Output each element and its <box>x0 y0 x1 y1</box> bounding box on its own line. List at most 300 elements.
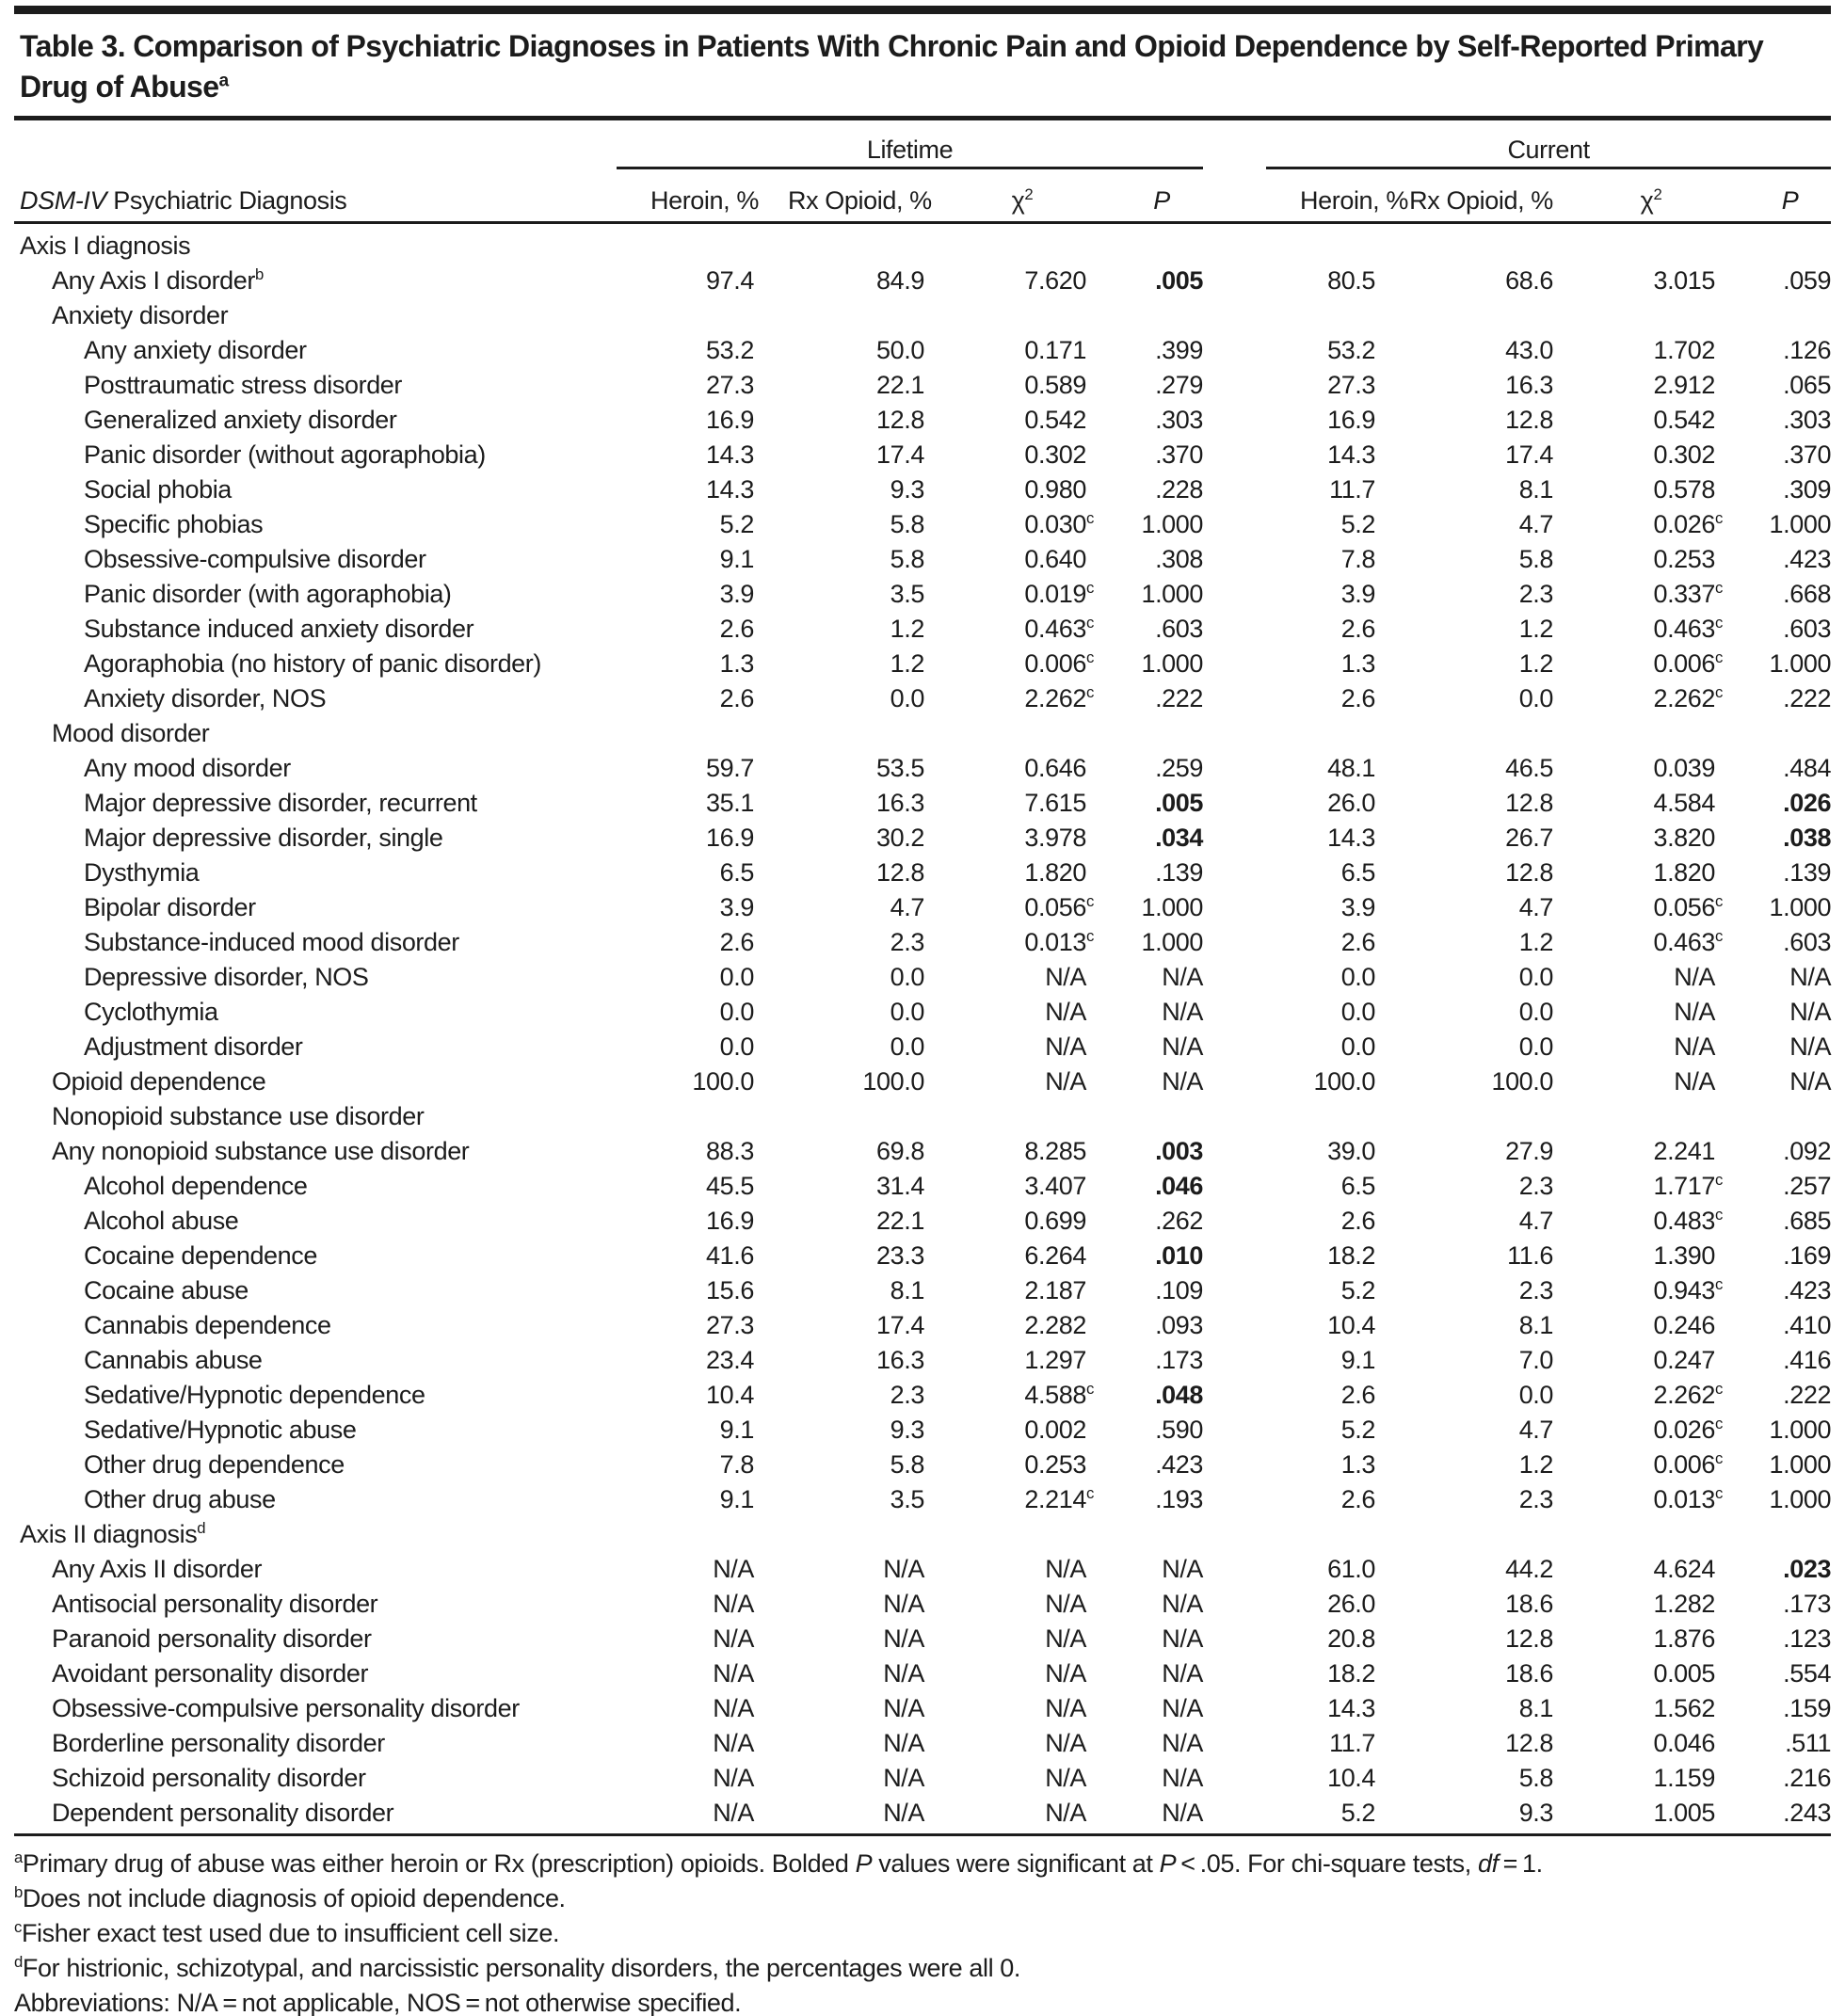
value-cell: N/A <box>1162 1694 1204 1722</box>
value-cell: 0.302 <box>1024 440 1086 469</box>
footnote-marker: c <box>1715 1415 1723 1432</box>
footnote-marker: c <box>1715 927 1723 945</box>
value-cell: 9.1 <box>1340 1346 1376 1374</box>
value-cell: 8.1 <box>890 1276 924 1304</box>
current-heroin-header: Heroin, % <box>1266 168 1375 223</box>
value-cell: .399 <box>1155 336 1204 364</box>
value-cell: 41.6 <box>706 1241 754 1270</box>
value-cell: 1.2 <box>1518 615 1554 643</box>
diagnosis-label-cell: Bipolar disorder <box>84 893 256 921</box>
value-cell: 1.2 <box>1518 928 1554 956</box>
value-cell: 16.9 <box>706 406 754 434</box>
value-cell: 0.699 <box>1024 1207 1086 1235</box>
value-cell: 2.6 <box>719 615 754 643</box>
footnote-marker: c <box>1715 648 1723 666</box>
table-row <box>14 1691 1831 1726</box>
value-cell: 2.3 <box>890 928 924 956</box>
footnote-marker: c <box>1715 1206 1723 1224</box>
value-cell: 9.1 <box>719 1416 754 1444</box>
value-cell: .173 <box>1155 1346 1204 1374</box>
value-cell: .484 <box>1783 754 1832 782</box>
value-cell: .303 <box>1155 406 1204 434</box>
value-cell: 2.3 <box>1518 580 1554 608</box>
value-cell: 1.702 <box>1653 336 1716 364</box>
value-cell: .222 <box>1155 684 1204 712</box>
footnote-marker: c <box>1086 509 1094 527</box>
value-cell: 12.8 <box>1505 789 1554 817</box>
value-cell: 0.026$^c$ <box>1653 509 1723 538</box>
diagnosis-label-cell: Mood disorder <box>52 719 210 747</box>
column-group-current: Current <box>1266 120 1831 168</box>
value-cell: 0.0 <box>1340 1032 1376 1061</box>
value-cell: 12.8 <box>1505 1624 1554 1653</box>
value-cell: 0.006$^c$ <box>1653 1449 1723 1479</box>
empty-cells <box>617 1517 1831 1552</box>
value-cell: .603 <box>1783 615 1832 643</box>
value-cell: 27.3 <box>1327 371 1376 399</box>
group-spacer-cell <box>1203 751 1266 786</box>
footnote: $^c$Fisher exact test used due to insufficient cell size. <box>14 1918 560 1947</box>
value-cell: .262 <box>1155 1207 1204 1235</box>
group-spacer-cell <box>1203 821 1266 856</box>
value-cell: N/A <box>883 1694 924 1722</box>
value-cell: 2.6 <box>1340 1207 1376 1235</box>
value-cell: 1.000 <box>1769 1450 1832 1479</box>
table-header <box>14 120 1831 223</box>
value-cell: 0.980 <box>1024 475 1086 504</box>
value-cell: 0.0 <box>1340 963 1376 991</box>
value-cell: 7.620 <box>1024 266 1086 295</box>
value-cell: 5.2 <box>1340 1276 1376 1304</box>
value-cell: 1.820 <box>1653 858 1716 887</box>
value-cell: 8.285 <box>1024 1137 1086 1165</box>
value-cell: N/A <box>1674 963 1716 991</box>
value-cell: 53.2 <box>706 336 754 364</box>
value-cell: .511 <box>1785 1729 1832 1757</box>
value-cell: 22.1 <box>876 1207 924 1235</box>
value-cell: .668 <box>1783 580 1832 608</box>
value-cell: 1.390 <box>1653 1241 1716 1270</box>
value-cell: .005 <box>1155 789 1204 817</box>
value-cell: 4.7 <box>1518 893 1554 921</box>
value-cell: 0.030$^c$ <box>1024 509 1094 538</box>
value-cell: 100.0 <box>1491 1067 1554 1096</box>
value-cell: N/A <box>1045 1694 1086 1722</box>
value-cell: 0.056$^c$ <box>1653 892 1723 921</box>
footnote: $^a$Primary drug of abuse was either heroin or Rx (prescription) opioids. Bolded P values were significant at P < .05. For chi-square tests, df = 1. <box>14 1848 1543 1878</box>
value-cell: N/A <box>1162 1659 1204 1688</box>
value-cell: 0.0 <box>1518 1032 1554 1061</box>
column-header-row <box>14 168 1831 223</box>
footnotes <box>14 1833 1831 2016</box>
diagnosis-label-cell: Any mood disorder <box>84 754 291 782</box>
value-cell: N/A <box>1045 1032 1086 1061</box>
value-cell: .003 <box>1155 1137 1204 1165</box>
value-cell: 0.002 <box>1024 1416 1086 1444</box>
value-cell: 2.282 <box>1024 1311 1086 1339</box>
table-row <box>14 1656 1831 1691</box>
value-cell: 18.2 <box>1327 1659 1376 1688</box>
lifetime-heroin-header: Heroin, % <box>617 168 754 223</box>
value-cell: N/A <box>1045 1555 1086 1583</box>
value-cell: 2.3 <box>890 1381 924 1409</box>
value-cell: .093 <box>1155 1311 1204 1339</box>
value-cell: 0.578 <box>1653 475 1716 504</box>
value-cell: .308 <box>1155 545 1204 573</box>
value-cell: 0.246 <box>1653 1311 1716 1339</box>
table-row <box>14 1239 1831 1273</box>
value-cell: .416 <box>1783 1346 1832 1374</box>
value-cell: N/A <box>1045 1659 1086 1688</box>
value-cell: 4.584 <box>1653 789 1716 817</box>
diagnosis-label-cell: Substance-induced mood disorder <box>84 928 459 956</box>
value-cell: 1.000 <box>1141 510 1204 538</box>
value-cell: 1.820 <box>1024 858 1086 887</box>
value-cell: 0.247 <box>1653 1346 1716 1374</box>
diagnosis-label-cell: Any Axis I disorder$^b$ <box>52 265 264 295</box>
group-spacer-cell <box>1203 1656 1266 1691</box>
value-cell: 1.000 <box>1769 649 1832 678</box>
value-cell: .423 <box>1155 1450 1204 1479</box>
column-group-row <box>14 120 1831 168</box>
value-cell: 10.4 <box>1327 1764 1376 1792</box>
value-cell: 2.6 <box>1340 684 1376 712</box>
value-cell: .423 <box>1783 1276 1832 1304</box>
table-row <box>14 612 1831 647</box>
value-cell: .216 <box>1783 1764 1832 1792</box>
table-row <box>14 1204 1831 1239</box>
group-spacer-cell <box>1203 1482 1266 1517</box>
value-cell: .059 <box>1783 266 1832 295</box>
value-cell: 1.000 <box>1769 510 1832 538</box>
footnote-marker: c <box>1715 1380 1723 1398</box>
value-cell: 4.588$^c$ <box>1024 1380 1094 1409</box>
value-cell: N/A <box>1789 1032 1832 1061</box>
section-row <box>14 298 1831 333</box>
value-cell: .279 <box>1155 371 1204 399</box>
value-cell: 1.2 <box>1518 1450 1554 1479</box>
diagnosis-label-cell: Specific phobias <box>84 510 264 538</box>
footnote-marker: c <box>1715 1449 1723 1467</box>
value-cell: 6.5 <box>1340 1172 1376 1200</box>
group-spacer-cell <box>1203 1308 1266 1343</box>
value-cell: 2.6 <box>719 684 754 712</box>
group-spacer-cell <box>1203 612 1266 647</box>
value-cell: 3.5 <box>890 580 924 608</box>
value-cell: 9.3 <box>1518 1799 1554 1827</box>
value-cell: N/A <box>1045 1764 1086 1792</box>
table-row <box>14 1761 1831 1796</box>
value-cell: 12.8 <box>1505 406 1554 434</box>
value-cell: 100.0 <box>692 1067 754 1096</box>
group-spacer-cell <box>1203 1204 1266 1239</box>
group-spacer-cell <box>1203 1413 1266 1448</box>
value-cell: 31.4 <box>876 1172 924 1200</box>
group-spacer-cell <box>1203 507 1266 542</box>
value-cell: 7.615 <box>1024 789 1086 817</box>
value-cell: 0.0 <box>1340 998 1376 1026</box>
value-cell: N/A <box>883 1659 924 1688</box>
value-cell: 10.4 <box>1327 1311 1376 1339</box>
table-row <box>14 751 1831 786</box>
value-cell: 3.9 <box>1340 580 1376 608</box>
group-spacer-cell <box>1203 472 1266 507</box>
value-cell: 3.820 <box>1653 824 1716 852</box>
table-row <box>14 1482 1831 1517</box>
value-cell: .026 <box>1783 789 1832 817</box>
table-row <box>14 1448 1831 1482</box>
value-cell: .046 <box>1155 1172 1204 1200</box>
value-cell: 7.8 <box>719 1450 754 1479</box>
group-spacer-cell <box>1203 403 1266 438</box>
diagnosis-label-cell: Alcohol abuse <box>84 1207 239 1235</box>
diagnosis-label-cell: Depressive disorder, NOS <box>84 963 369 991</box>
footnote-marker: c <box>1715 1275 1723 1293</box>
value-cell: 3.5 <box>890 1485 924 1513</box>
value-cell: 1.297 <box>1024 1346 1086 1374</box>
value-cell: 0.026$^c$ <box>1653 1415 1723 1444</box>
empty-cells <box>617 223 1831 264</box>
value-cell: 1.000 <box>1769 893 1832 921</box>
value-cell: 0.006$^c$ <box>1653 648 1723 678</box>
footnote-marker: c <box>1086 927 1094 945</box>
value-cell: 0.056$^c$ <box>1024 892 1094 921</box>
footnote-marker: c <box>1086 648 1094 666</box>
value-cell: 4.7 <box>1518 1207 1554 1235</box>
value-cell: N/A <box>1162 1590 1204 1618</box>
value-cell: 0.302 <box>1653 440 1716 469</box>
table-row <box>14 403 1831 438</box>
group-spacer-cell <box>1203 890 1266 925</box>
value-cell: 27.3 <box>706 1311 754 1339</box>
diagnosis-label-cell: Antisocial personality disorder <box>52 1590 378 1618</box>
value-cell: 0.006$^c$ <box>1024 648 1094 678</box>
value-cell: 1.876 <box>1653 1624 1716 1653</box>
table-row <box>14 438 1831 472</box>
value-cell: 3.407 <box>1024 1172 1086 1200</box>
table-row <box>14 1308 1831 1343</box>
value-cell: 2.214$^c$ <box>1024 1484 1094 1513</box>
value-cell: 0.039 <box>1653 754 1716 782</box>
value-cell: .603 <box>1783 928 1832 956</box>
diagnosis-label-cell: Cannabis dependence <box>84 1311 331 1339</box>
value-cell: N/A <box>713 1764 754 1792</box>
diagnosis-label-cell: Alcohol dependence <box>84 1172 308 1200</box>
value-cell: N/A <box>1045 1624 1086 1653</box>
value-cell: 48.1 <box>1327 754 1376 782</box>
value-cell: 1.005 <box>1653 1799 1716 1827</box>
value-cell: .228 <box>1155 475 1204 504</box>
group-spacer-cell <box>1203 542 1266 577</box>
value-cell: 0.253 <box>1653 545 1716 573</box>
value-cell: N/A <box>883 1764 924 1792</box>
group-spacer-cell <box>1203 681 1266 716</box>
value-cell: 27.9 <box>1505 1137 1554 1165</box>
section-row <box>14 223 1831 264</box>
value-cell: N/A <box>713 1729 754 1757</box>
value-cell: 16.9 <box>1327 406 1376 434</box>
value-cell: .259 <box>1155 754 1204 782</box>
value-cell: 2.3 <box>1518 1485 1554 1513</box>
value-cell: 2.262$^c$ <box>1024 683 1094 712</box>
value-cell: 16.9 <box>706 824 754 852</box>
value-cell: N/A <box>1162 1624 1204 1653</box>
value-cell: 4.7 <box>890 893 924 921</box>
value-cell: 0.0 <box>1518 963 1554 991</box>
value-cell: 0.337$^c$ <box>1653 579 1723 608</box>
value-cell: 9.3 <box>890 475 924 504</box>
value-cell: .257 <box>1783 1172 1832 1200</box>
value-cell: .126 <box>1783 336 1832 364</box>
table-row <box>14 507 1831 542</box>
table-row <box>14 647 1831 681</box>
value-cell: 14.3 <box>1327 1694 1376 1722</box>
footnote-marker: c <box>1715 1171 1723 1189</box>
value-cell: .222 <box>1783 684 1832 712</box>
table-row <box>14 264 1831 298</box>
value-cell: N/A <box>883 1624 924 1653</box>
lifetime-rx-opioid-header: Rx Opioid, % <box>754 168 924 223</box>
diagnosis-label-cell: Cannabis abuse <box>84 1346 263 1374</box>
value-cell: .222 <box>1783 1381 1832 1409</box>
table-row <box>14 333 1831 368</box>
value-cell: 20.8 <box>1327 1624 1376 1653</box>
value-cell: 0.0 <box>1518 998 1554 1026</box>
value-cell: N/A <box>1162 1067 1204 1096</box>
value-cell: 11.7 <box>1329 475 1376 504</box>
value-cell: 12.8 <box>1505 858 1554 887</box>
table-row <box>14 1134 1831 1169</box>
value-cell: 0.0 <box>890 998 924 1026</box>
value-cell: .169 <box>1783 1241 1832 1270</box>
value-cell: 1.000 <box>1769 1485 1832 1513</box>
group-spacer-cell <box>1203 1343 1266 1378</box>
section-row <box>14 1099 1831 1134</box>
table-row <box>14 1726 1831 1761</box>
value-cell: 12.8 <box>876 406 924 434</box>
value-cell: 0.253 <box>1024 1450 1086 1479</box>
diagnosis-label-cell: Agoraphobia (no history of panic disorder) <box>84 649 541 678</box>
diagnosis-label-cell: Substance induced anxiety disorder <box>84 615 474 643</box>
value-cell: 97.4 <box>706 266 754 295</box>
value-cell: 53.2 <box>1327 336 1376 364</box>
value-cell: .034 <box>1155 824 1204 852</box>
section-row <box>14 716 1831 751</box>
value-cell: 59.7 <box>706 754 754 782</box>
footnote-marker: c <box>1715 683 1723 701</box>
group-spacer-cell <box>1203 1239 1266 1273</box>
value-cell: 4.624 <box>1653 1555 1716 1583</box>
value-cell: 1.000 <box>1141 893 1204 921</box>
value-cell: 11.6 <box>1507 1241 1554 1270</box>
value-cell: 0.171 <box>1024 336 1086 364</box>
value-cell: 88.3 <box>706 1137 754 1165</box>
footnote-marker: c <box>1086 683 1094 701</box>
table-row <box>14 960 1831 995</box>
value-cell: 0.640 <box>1024 545 1086 573</box>
diagnosis-label-cell: Panic disorder (without agoraphobia) <box>84 440 486 469</box>
value-cell: 0.046 <box>1653 1729 1716 1757</box>
value-cell: N/A <box>1045 1729 1086 1757</box>
group-spacer-cell <box>1203 1726 1266 1761</box>
group-spacer-cell <box>1203 647 1266 681</box>
value-cell: 1.3 <box>719 649 754 678</box>
value-cell: 22.1 <box>876 371 924 399</box>
table-row <box>14 925 1831 960</box>
section-row <box>14 1517 1831 1552</box>
value-cell: 68.6 <box>1505 266 1554 295</box>
value-cell: 0.589 <box>1024 371 1086 399</box>
value-cell: 2.6 <box>1340 928 1376 956</box>
column-group-lifetime: Lifetime <box>617 120 1203 168</box>
value-cell: N/A <box>1045 1799 1086 1827</box>
value-cell: 3.9 <box>1340 893 1376 921</box>
value-cell: 16.9 <box>706 1207 754 1235</box>
value-cell: N/A <box>713 1694 754 1722</box>
value-cell: N/A <box>883 1729 924 1757</box>
value-cell: 2.241 <box>1653 1137 1716 1165</box>
value-cell: 3.9 <box>719 580 754 608</box>
value-cell: 14.3 <box>1327 824 1376 852</box>
value-cell: N/A <box>883 1799 924 1827</box>
value-cell: .092 <box>1783 1137 1832 1165</box>
value-cell: 0.646 <box>1024 754 1086 782</box>
table-row <box>14 1413 1831 1448</box>
empty-cells <box>617 716 1831 751</box>
value-cell: 0.0 <box>890 963 924 991</box>
value-cell: .370 <box>1783 440 1832 469</box>
value-cell: 23.3 <box>876 1241 924 1270</box>
value-cell: 2.3 <box>1518 1276 1554 1304</box>
value-cell: 0.542 <box>1653 406 1716 434</box>
value-cell: N/A <box>713 1799 754 1827</box>
value-cell: .038 <box>1783 824 1832 852</box>
value-cell: .123 <box>1783 1624 1832 1653</box>
table-row <box>14 786 1831 821</box>
value-cell: N/A <box>1162 998 1204 1026</box>
value-cell: 100.0 <box>1313 1067 1376 1096</box>
value-cell: .370 <box>1155 440 1204 469</box>
value-cell: 0.005 <box>1653 1659 1716 1688</box>
value-cell: 17.4 <box>876 1311 924 1339</box>
value-cell: 6.5 <box>1340 858 1376 887</box>
value-cell: 1.000 <box>1141 649 1204 678</box>
diagnosis-label-cell: Other drug abuse <box>84 1485 276 1513</box>
value-cell: .173 <box>1783 1590 1832 1618</box>
value-cell: 35.1 <box>706 789 754 817</box>
footnote-marker: c <box>1086 579 1094 597</box>
group-spacer-cell <box>1203 1273 1266 1308</box>
group-spacer-cell <box>1203 333 1266 368</box>
diagnosis-label-cell: Adjustment disorder <box>84 1032 303 1061</box>
diagnosis-label-cell: Anxiety disorder, NOS <box>84 684 327 712</box>
table-row <box>14 681 1831 716</box>
value-cell: 43.0 <box>1505 336 1554 364</box>
value-cell: N/A <box>883 1590 924 1618</box>
value-cell: 0.013$^c$ <box>1653 1484 1723 1513</box>
diagnosis-label-cell: Avoidant personality disorder <box>52 1659 369 1688</box>
value-cell: 1.000 <box>1141 928 1204 956</box>
table-row <box>14 890 1831 925</box>
table-row <box>14 856 1831 890</box>
value-cell: 0.0 <box>1518 1381 1554 1409</box>
group-spacer-cell <box>1203 1169 1266 1204</box>
value-cell: 46.5 <box>1505 754 1554 782</box>
value-cell: N/A <box>1162 1729 1204 1757</box>
footnote-marker: b <box>255 265 264 283</box>
value-cell: 27.3 <box>706 371 754 399</box>
value-cell: 2.262$^c$ <box>1653 683 1723 712</box>
